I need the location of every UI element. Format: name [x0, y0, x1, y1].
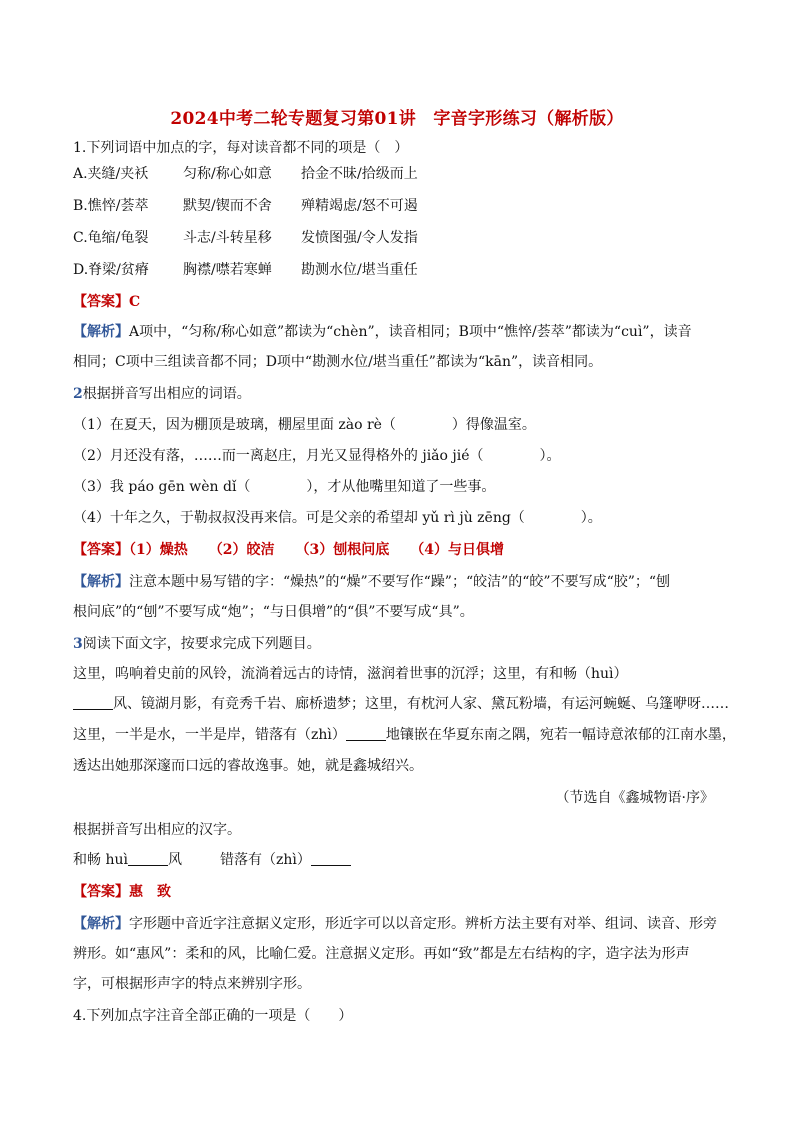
analysis-text: A项中，“匀称/称心如意”都读为“chèn”，读音相同；B项中“憔悴/荟萃”都读为“cuì”，读音	[129, 324, 692, 340]
q1-stem: 1.下列词语中加点的字，每对读音都不同的项是（ ）	[73, 140, 409, 156]
fill-label-2: 错落有（zhì）	[219, 852, 311, 868]
q3-passage-line3	[73, 725, 736, 745]
q2-item-4: （4）十年之久，于勒叔叔没再来信。可是父亲的希望却 yǔ rì jù zēng（ ）。	[73, 510, 602, 526]
fill-blank-2[interactable]	[311, 851, 351, 866]
q1-analysis-line2: 相同；C项中三组读音都不同；D项中“勘测水位/堪当重任”都读为“kān”，读音相同。	[73, 354, 603, 370]
q3-fill-line	[73, 850, 351, 870]
q2-item-1: （1）在夏天，因为棚顶是玻璃，棚屋里面 zào rè（ ）得像温室。	[73, 417, 536, 433]
fill-label-1: 和畅 huì	[73, 852, 128, 868]
analysis-tag: 【解析】	[73, 916, 129, 932]
passage-text: 地镶嵌在华夏东南之隅，宛若一幅诗意浓郁的江南水墨，	[385, 727, 736, 743]
question-number: 3	[73, 636, 83, 652]
fill-blank[interactable]	[73, 695, 113, 710]
q1-answer	[73, 292, 140, 312]
question-text: 根据拼音写出相应的词语。	[82, 386, 251, 402]
q1-option-a	[73, 164, 723, 184]
fill-blank[interactable]	[346, 726, 386, 741]
q3-analysis-line1	[73, 914, 717, 934]
q2-answer	[73, 540, 504, 560]
question-text: 阅读下面文字，按要求完成下列题目。	[82, 636, 321, 652]
analysis-tag: 【解析】	[73, 574, 129, 590]
q2-analysis-line2: 根问底”的“刨”不要写成“炮”；“与日俱增”的“俱”不要写成“具”。	[73, 604, 474, 620]
option-col3: 拾金不昧/拾级而上	[301, 166, 418, 182]
q1-option-b	[73, 196, 723, 216]
q4-stem: 4.下列加点字注音全部正确的一项是（ ）	[73, 1008, 353, 1024]
question-number: 2	[73, 386, 83, 402]
q1-option-c	[73, 228, 723, 248]
q3-analysis-line3: 字，可根据形声字的特点来辨别字形。	[73, 976, 311, 992]
passage-text: 风、镜湖月影，有竞秀千岩、廊桥遗梦；这里，有枕河人家、黛瓦粉墙，有运河蜿蜒、乌篷咿呀……	[113, 696, 729, 712]
passage-text: 这里，一半是水，一半是岸，错落有（zhì）	[73, 727, 346, 743]
q2-analysis-line1	[73, 572, 670, 592]
fill-blank-1[interactable]	[128, 851, 168, 866]
q2-item-3: （3）我 páo gēn wèn dǐ（ ），才从他嘴里知道了一些事。	[73, 479, 496, 495]
answer-text: C	[129, 294, 141, 310]
analysis-text: 注意本题中易写错的字：“燥热”的“燥”不要写作“躁”；“皎洁”的“皎”不要写成“胶”；“刨	[129, 574, 671, 590]
q3-passage-line2	[73, 694, 729, 714]
answer-tag: 【答案】	[73, 542, 129, 558]
option-col2: 斗志/斗转星移	[183, 230, 272, 246]
option-col1: C.龟缩/龟裂	[73, 230, 149, 246]
answer-tag: 【答案】	[73, 884, 129, 900]
answer-text: 惠 致	[129, 884, 171, 900]
q1-analysis-line1	[73, 322, 692, 342]
option-col2: 默契/锲而不舍	[183, 198, 272, 214]
q3-stem	[73, 634, 321, 654]
q3-passage-line4: 透达出她那深邃而口远的睿故逸事。她，就是鑫城绍兴。	[73, 758, 423, 774]
q1-option-d	[73, 260, 723, 280]
analysis-text: 字形题中音近字注意据义定形，形近字可以以音定形。辨析方法主要有对举、组词、读音、形旁	[129, 916, 717, 932]
option-col1: D.脊梁/贫瘠	[73, 262, 149, 278]
fill-label-1-tail: 风	[167, 852, 182, 868]
option-col1: B.憔悴/荟萃	[73, 198, 149, 214]
q3-ask: 根据拼音写出相应的汉字。	[73, 822, 241, 838]
q3-analysis-line2: 辨形。如“惠风”：柔和的风，比喻仁爱。注意据义定形。再如“致”都是左右结构的字，造字法为形声	[73, 946, 690, 962]
analysis-tag: 【解析】	[73, 324, 129, 340]
page-title: 2024中考二轮专题复习第01讲 字音字形练习（解析版）	[170, 109, 624, 129]
q3-source: （节选自《鑫城物语·序》	[555, 790, 714, 806]
option-col3: 殚精竭虑/怒不可遏	[301, 198, 418, 214]
option-col1: A.夹缝/夹袄	[73, 166, 149, 182]
option-col2: 匀称/称心如意	[183, 166, 272, 182]
q3-answer	[73, 882, 171, 902]
answer-tag: 【答案】	[73, 294, 129, 310]
q2-item-2: （2）月还没有落，……而一离赵庄，月光又显得格外的 jiǎo jié（ ）。	[73, 448, 561, 464]
answer-text: （1）燥热 （2）皎洁 （3）刨根问底 （4）与日俱增	[129, 542, 504, 558]
q3-passage-line1: 这里，呜响着史前的风铃，流淌着远古的诗情，滋润着世事的沉浮；这里，有和畅（huì）	[73, 666, 628, 682]
option-col2: 胸襟/噤若寒蝉	[183, 262, 272, 278]
option-col3: 发愤图强/令人发指	[301, 230, 418, 246]
option-col3: 勘测水位/堪当重任	[301, 262, 418, 278]
q2-stem	[73, 384, 251, 404]
